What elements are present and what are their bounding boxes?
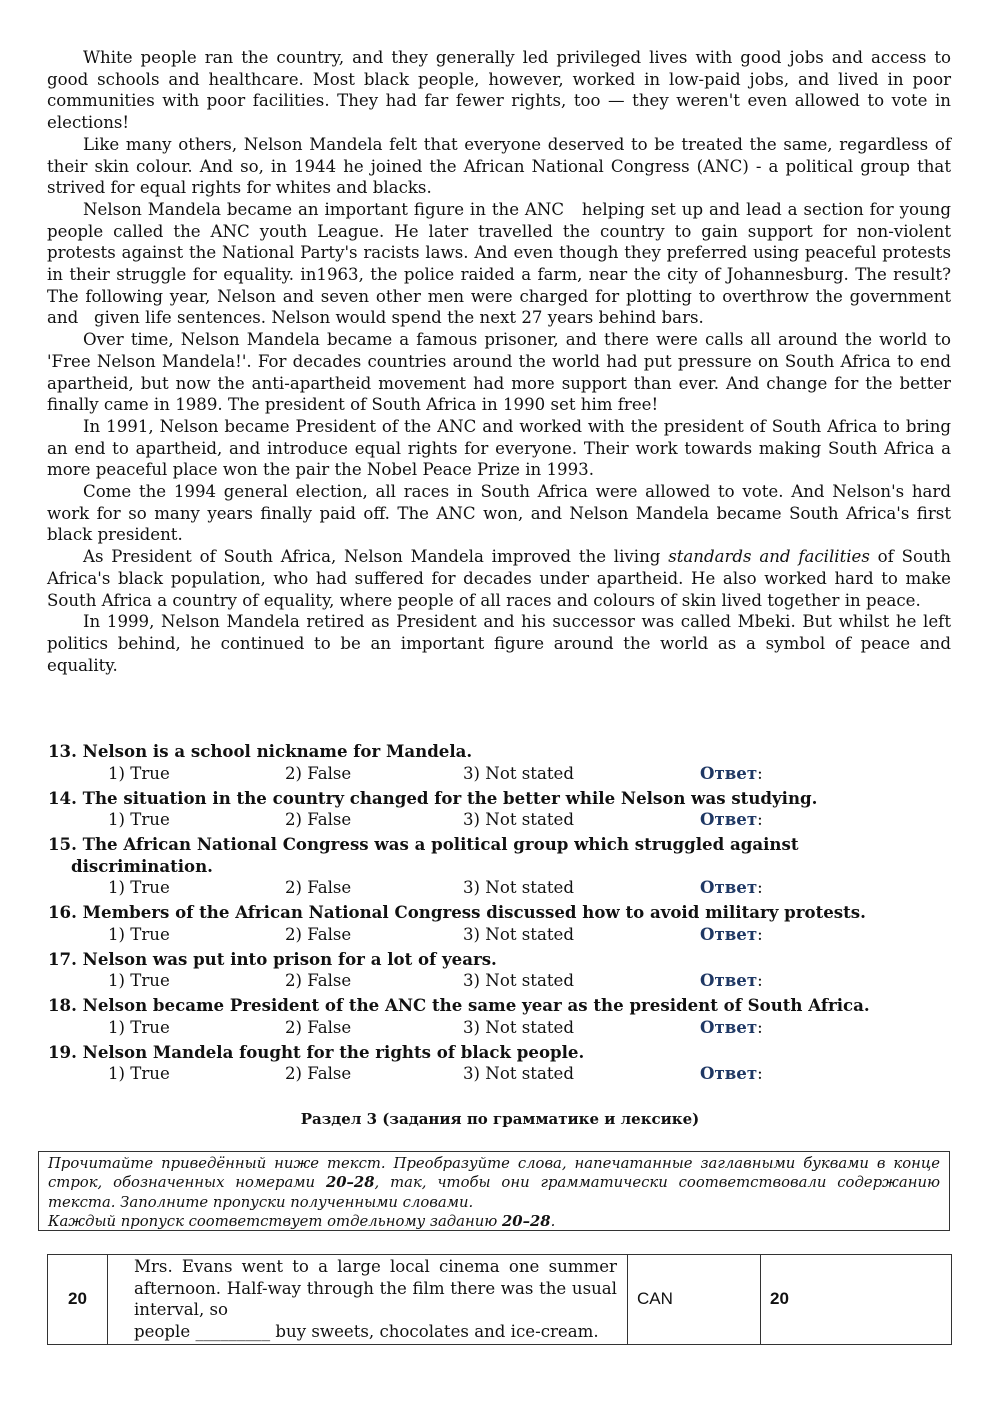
answer-options [48,970,952,995]
question-text: 14. The situation in the country changed for the better while Nelson was studying. [48,787,818,808]
question-item [48,1042,952,1089]
task-answer-cell[interactable]: 20 [761,1255,952,1345]
question-item [48,788,952,835]
option-true[interactable]: 1) True [108,763,170,783]
answer-options [48,1017,952,1042]
reading-passage [47,47,951,676]
paragraph: Nelson Mandela became an important figure in the ANC helping set up and lead a section for young people called the ANC youth League. He later travelled the country to gain support for non-violent protests against the National Party's racists laws. And even though they preferred using peaceful protests in their struggle for equality. in1963, the police raided a farm, near the city of Johannesburg. The result? The following year, Nelson and seven other men were charged for plotting to overthrow the government and given life sentences. Nelson would spend the next 27 years behind bars. [47,199,951,328]
question-item [48,949,952,996]
option-true[interactable]: 1) True [108,1017,170,1037]
answer-options [48,1063,952,1088]
question-text: 13. Nelson is a school nickname for Mandela. [48,741,473,761]
answer-options [48,924,952,949]
question-item [48,834,952,902]
answer-options [48,877,952,902]
option-true[interactable]: 1) True [108,1064,170,1083]
paragraph: Come the 1994 general election, all races in South Africa were allowed to vote. And Nelson's hard work for so many years finally paid off. The ANC won, and Nelson Mandela became South Africa's first black president. [47,482,951,545]
question-text: 15. The African National Congress was a political group which struggled against discrimination. [48,834,799,876]
question-item [48,995,952,1042]
option-true[interactable]: 1) True [108,810,170,829]
option-true[interactable]: 1) True [108,878,170,897]
question-text: 16. Members of the African National Congress discussed how to avoid military protests. [48,902,866,922]
option-true[interactable]: 1) True [108,971,170,990]
question-item [48,902,952,949]
paragraph: Over time, Nelson Mandela became a famous prisoner, and there were calls all around the world to 'Free Nelson Mandela!'. For decades countries around the world had put pressure on South Africa to end apartheid, but now the anti-apartheid movement had more support than ever. And change for the better finally came in 1989. The president of South Africa in 1990 set him free! [47,330,951,415]
task-number: 20 [48,1255,108,1345]
grammar-task-table [47,1254,952,1345]
paragraph: In 1999, Nelson Mandela retired as President and his successor was called Mbeki. But whilst he left politics behind, he continued to be an important figure around the world as a symbol of peace and equality. [47,612,951,675]
answer-field[interactable]: Ответ: [700,1016,763,1037]
answer-field[interactable]: Ответ: [700,970,763,990]
option-not-stated[interactable]: 3) Not stated [463,1064,574,1083]
option-false[interactable]: 2) False [285,924,352,944]
option-false[interactable]: 2) False [285,1064,352,1083]
option-false[interactable]: 2) False [285,810,352,829]
answer-options [48,763,952,788]
italic-phrase: standards and facilities [668,547,870,567]
option-not-stated[interactable]: 3) Not stated [463,878,574,897]
question-text: 18. Nelson became President of the ANC the same year as the president of South Africa. [48,995,870,1015]
answer-field[interactable]: Ответ: [700,877,763,897]
question-item [48,741,952,788]
task-text: Mrs. Evans went to a large local cinema one summer afternoon. Half-way through the film there was the usual interval, so people _________ buy sweets, chocolates and ice-cream. [108,1255,628,1345]
option-not-stated[interactable]: 3) Not stated [463,971,574,990]
instructions-box [38,1151,950,1231]
option-true[interactable]: 1) True [108,924,170,944]
instructions-line: Каждый пропуск соответствует отдельному заданию 20–28. [48,1212,556,1230]
option-not-stated[interactable]: 3) Not stated [463,763,574,783]
instructions-line: Прочитайте приведённый ниже текст. Преобразуйте слова, напечатанные заглавными буквами в конце строк, обозначенных номерами 20–28, так, чтобы они грамматически соответствовали содержанию текста. Заполните пропуски полученными словами. [48,1155,940,1211]
option-not-stated[interactable]: 3) Not stated [463,924,574,944]
paragraph: Like many others, Nelson Mandela felt that everyone deserved to be treated the same, regardless of their skin colour. And so, in 1944 he joined the African National Congress (ANC) - a political group that strived for equal rights for whites and blacks. [47,134,951,198]
answer-options [48,809,952,834]
option-not-stated[interactable]: 3) Not stated [463,810,574,829]
option-false[interactable]: 2) False [285,878,352,897]
question-text: 17. Nelson was put into prison for a lot of years. [48,948,497,969]
task-keyword: CAN [628,1255,761,1345]
paragraph: In 1991, Nelson became President of the ANC and worked with the president of South Africa to bring an end to apartheid, and introduce equal rights for everyone. Their work towards making South Africa a more peaceful place won the pair the Nobel Peace Prize in 1993. [47,416,951,480]
section-title: Раздел 3 (задания по грамматике и лексике) [300,1110,700,1128]
table-row [48,1255,952,1345]
answer-field[interactable]: Ответ: [700,1063,763,1083]
question-text: 19. Nelson Mandela fought for the rights of black people. [48,1041,585,1062]
option-false[interactable]: 2) False [285,763,352,783]
answer-field[interactable]: Ответ: [700,809,763,829]
option-false[interactable]: 2) False [285,971,352,990]
answer-field[interactable]: Ответ: [700,923,763,944]
paragraph: As President of South Africa, Nelson Mandela improved the living standards and facilities of South Africa's black population, who had suffered for decades under apartheid. He also worked hard to make South Africa a country of equality, where people of all races and colours of skin lived together in peace. [47,547,951,610]
option-not-stated[interactable]: 3) Not stated [463,1017,574,1037]
paragraph: White people ran the country, and they generally led privileged lives with good jobs and access to good schools and healthcare. Most black people, however, worked in low-paid jobs, and lived in poor communities with poor facilities. They had far fewer rights, too — they weren't even allowed to vote in elections! [47,48,951,133]
option-false[interactable]: 2) False [285,1017,352,1037]
answer-field[interactable]: Ответ: [700,762,763,783]
question-list [48,741,952,1088]
